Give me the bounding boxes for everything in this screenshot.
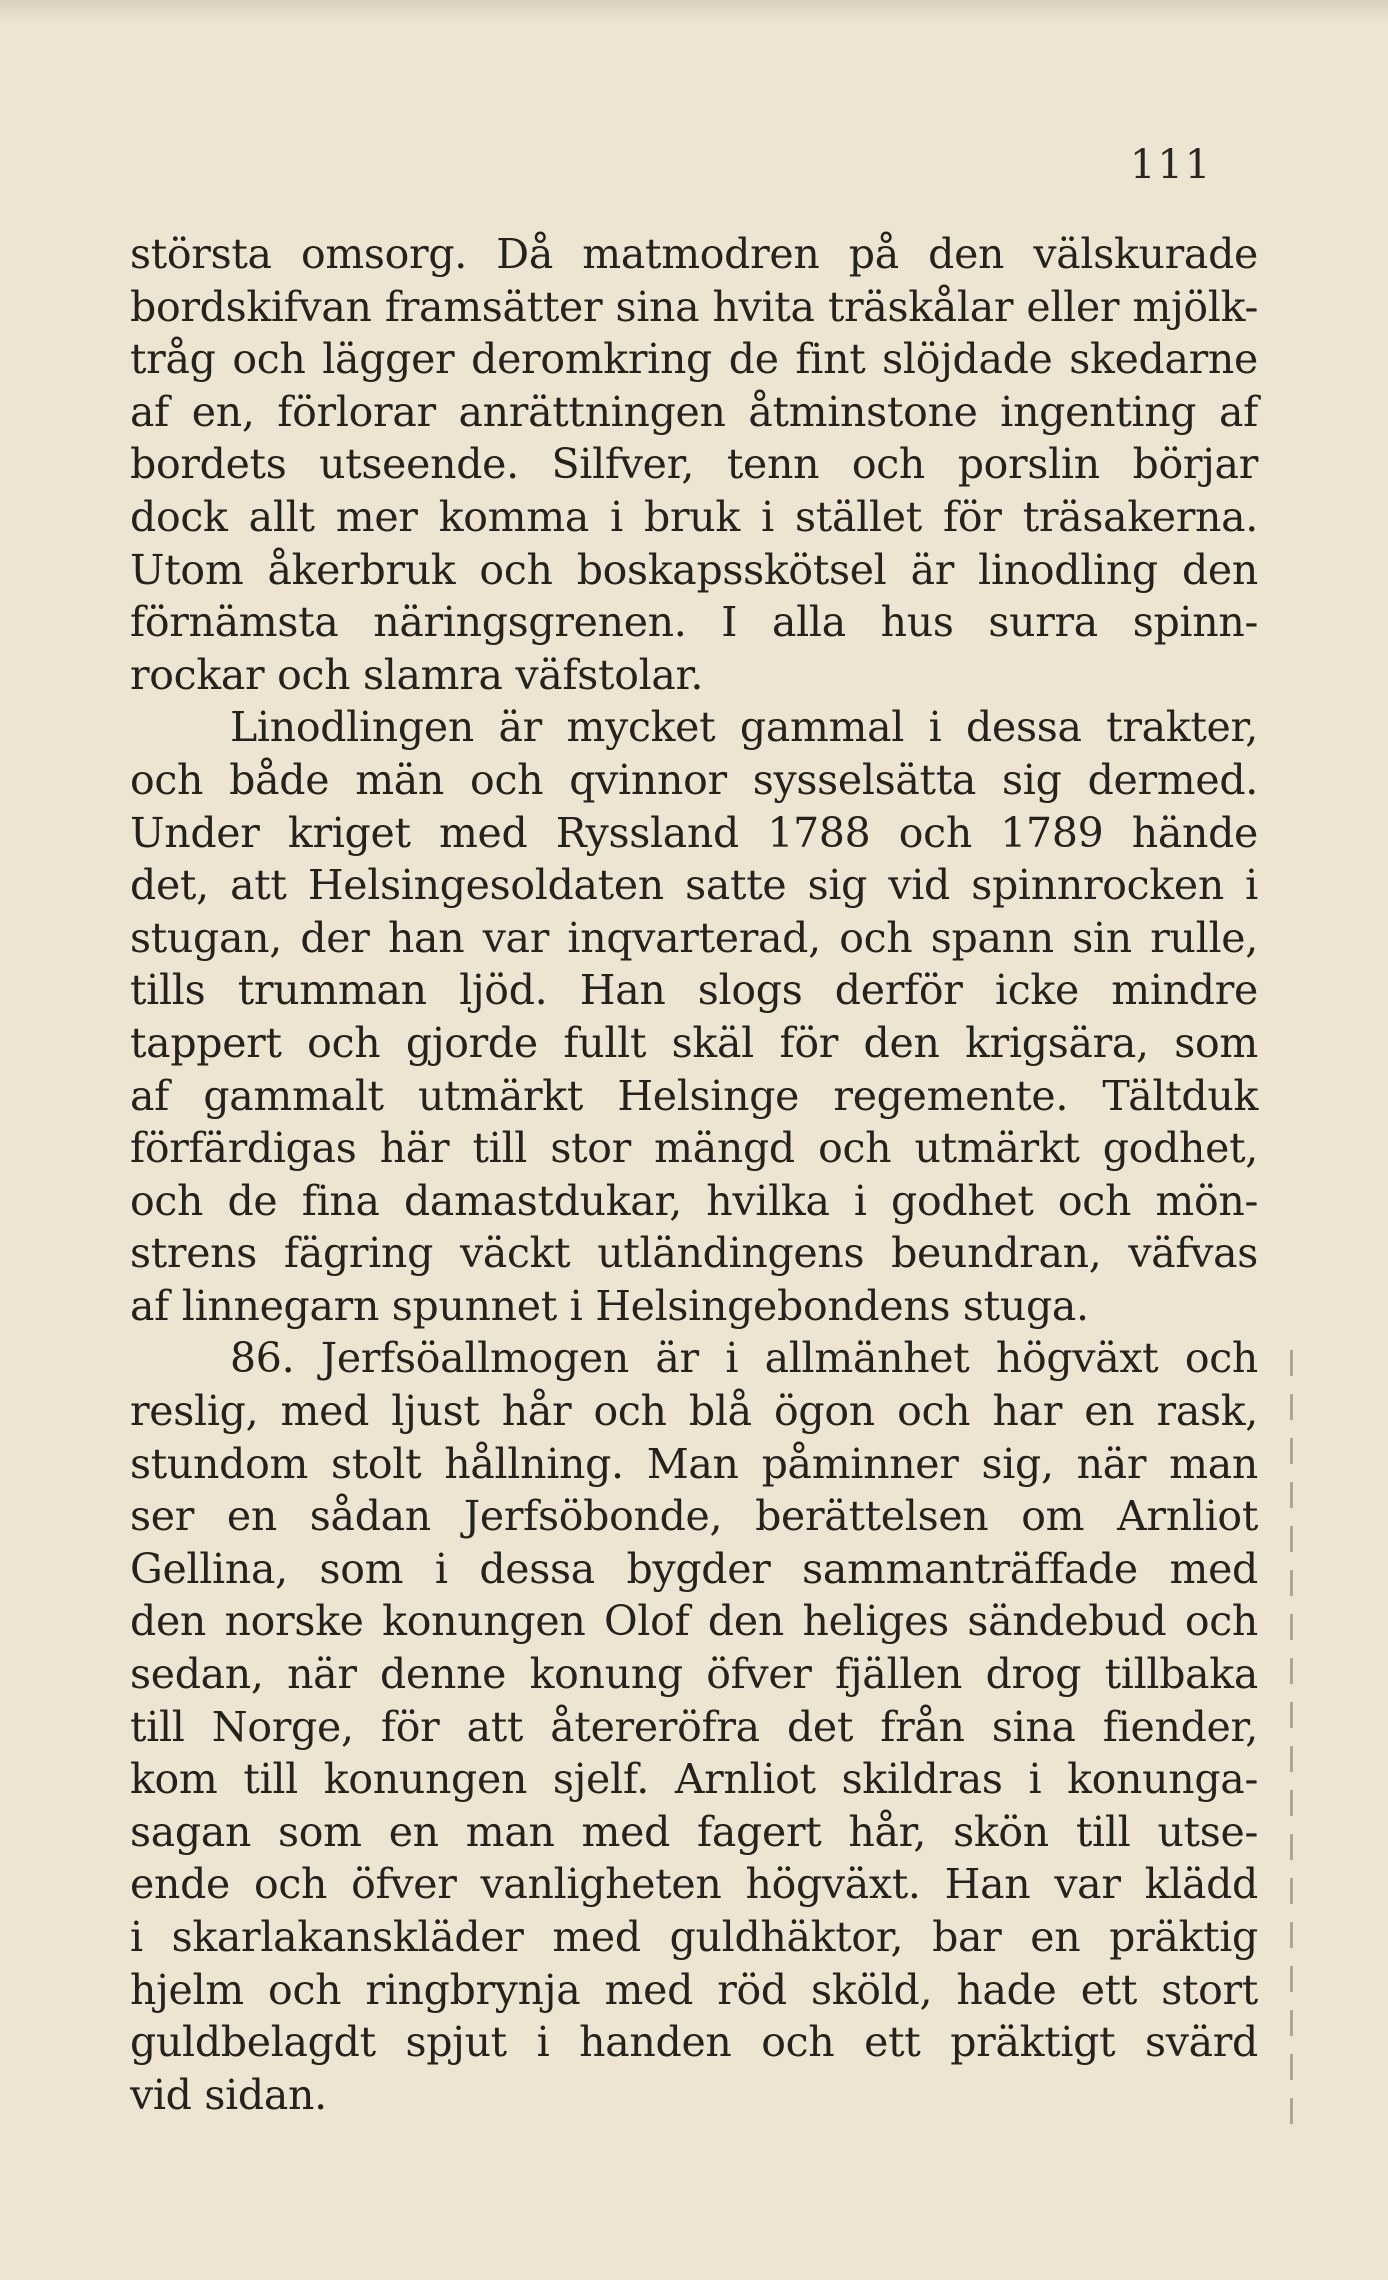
text-line: tråg och lägger deromkring de fint slöjdade skedarne	[130, 335, 1258, 384]
text-line: af linnegarn spunnet i Helsingebondens stuga.	[130, 1281, 1089, 1330]
text-line: kom till konungen sjelf. Arnliot skildras i konunga-	[130, 1755, 1258, 1804]
text-line: sedan, när denne konung öfver fjällen drog tillbaka	[130, 1650, 1258, 1699]
text-line: af en, förlorar anrättningen åtminstone ingenting af	[130, 387, 1258, 436]
text-line: bordskifvan framsätter sina hvita träskålar eller mjölk-	[130, 282, 1258, 331]
body-text	[130, 228, 1258, 2121]
text-line: den norske konungen Olof den heliges sändebud och	[130, 1597, 1258, 1646]
text-line: stundom stolt hållning. Man påminner sig, när man	[130, 1439, 1258, 1488]
text-line: vid sidan.	[130, 2070, 327, 2119]
text-line: Gellina, som i dessa bygder sammanträffade med	[130, 1544, 1258, 1593]
text-line: 86. Jerfsöallmogen är i allmänhet högväxt och	[230, 1334, 1258, 1383]
page-edge-stain	[0, 0, 1388, 24]
text-line: tappert och gjorde fullt skäl för den krigsära, som	[130, 1018, 1258, 1067]
text-line: Utom åkerbruk och boskapsskötsel är linodling den	[130, 545, 1258, 594]
text-line: Under kriget med Ryssland 1788 och 1789 hände	[130, 808, 1258, 857]
margin-rule	[1290, 1350, 1293, 2130]
text-line: ende och öfver vanligheten högväxt. Han var klädd	[130, 1860, 1258, 1909]
text-line: till Norge, för att återeröfra det från sina fiender,	[130, 1702, 1258, 1751]
text-line: och både män och qvinnor sysselsätta sig dermed.	[130, 755, 1258, 804]
text-line: största omsorg. Då matmodren på den välskurade	[130, 230, 1258, 278]
text-line: sagan som en man med fagert hår, skön till utse-	[130, 1807, 1258, 1856]
text-line: reslig, med ljust hår och blå ögon och har en rask,	[130, 1387, 1258, 1436]
page-number: 111	[1130, 142, 1213, 188]
text-line: förnämsta näringsgrenen. I alla hus surra spinn-	[130, 598, 1258, 647]
text-line: Linodlingen är mycket gammal i dessa trakter,	[230, 703, 1258, 752]
text-line: hjelm och ringbrynja med röd sköld, hade ett stort	[130, 1965, 1258, 2014]
text-line: bordets utseende. Silfver, tenn och porslin börjar	[130, 440, 1258, 489]
text-line: dock allt mer komma i bruk i stället för träsakerna.	[130, 492, 1258, 541]
text-line: strens fägring väckt utländingens beundran, väfvas	[130, 1229, 1258, 1278]
text-line: rockar och slamra väfstolar.	[130, 650, 704, 699]
text-line: tills trumman ljöd. Han slogs derför icke mindre	[130, 966, 1258, 1015]
text-line: stugan, der han var inqvarterad, och spann sin rulle,	[130, 913, 1258, 962]
text-line: guldbelagdt spjut i handen och ett präktigt svärd	[130, 2018, 1258, 2067]
text-line: det, att Helsingesoldaten satte sig vid spinnrocken i	[130, 861, 1258, 910]
text-line: af gammalt utmärkt Helsinge regemente. Tältduk	[130, 1071, 1258, 1120]
text-line: ser en sådan Jerfsöbonde, berättelsen om Arnliot	[130, 1492, 1258, 1541]
text-line: i skarlakanskläder med guldhäktor, bar en präktig	[130, 1913, 1258, 1961]
text-line: och de fina damastdukar, hvilka i godhet och mön-	[130, 1176, 1258, 1225]
text-line: förfärdigas här till stor mängd och utmärkt godhet,	[130, 1124, 1258, 1173]
